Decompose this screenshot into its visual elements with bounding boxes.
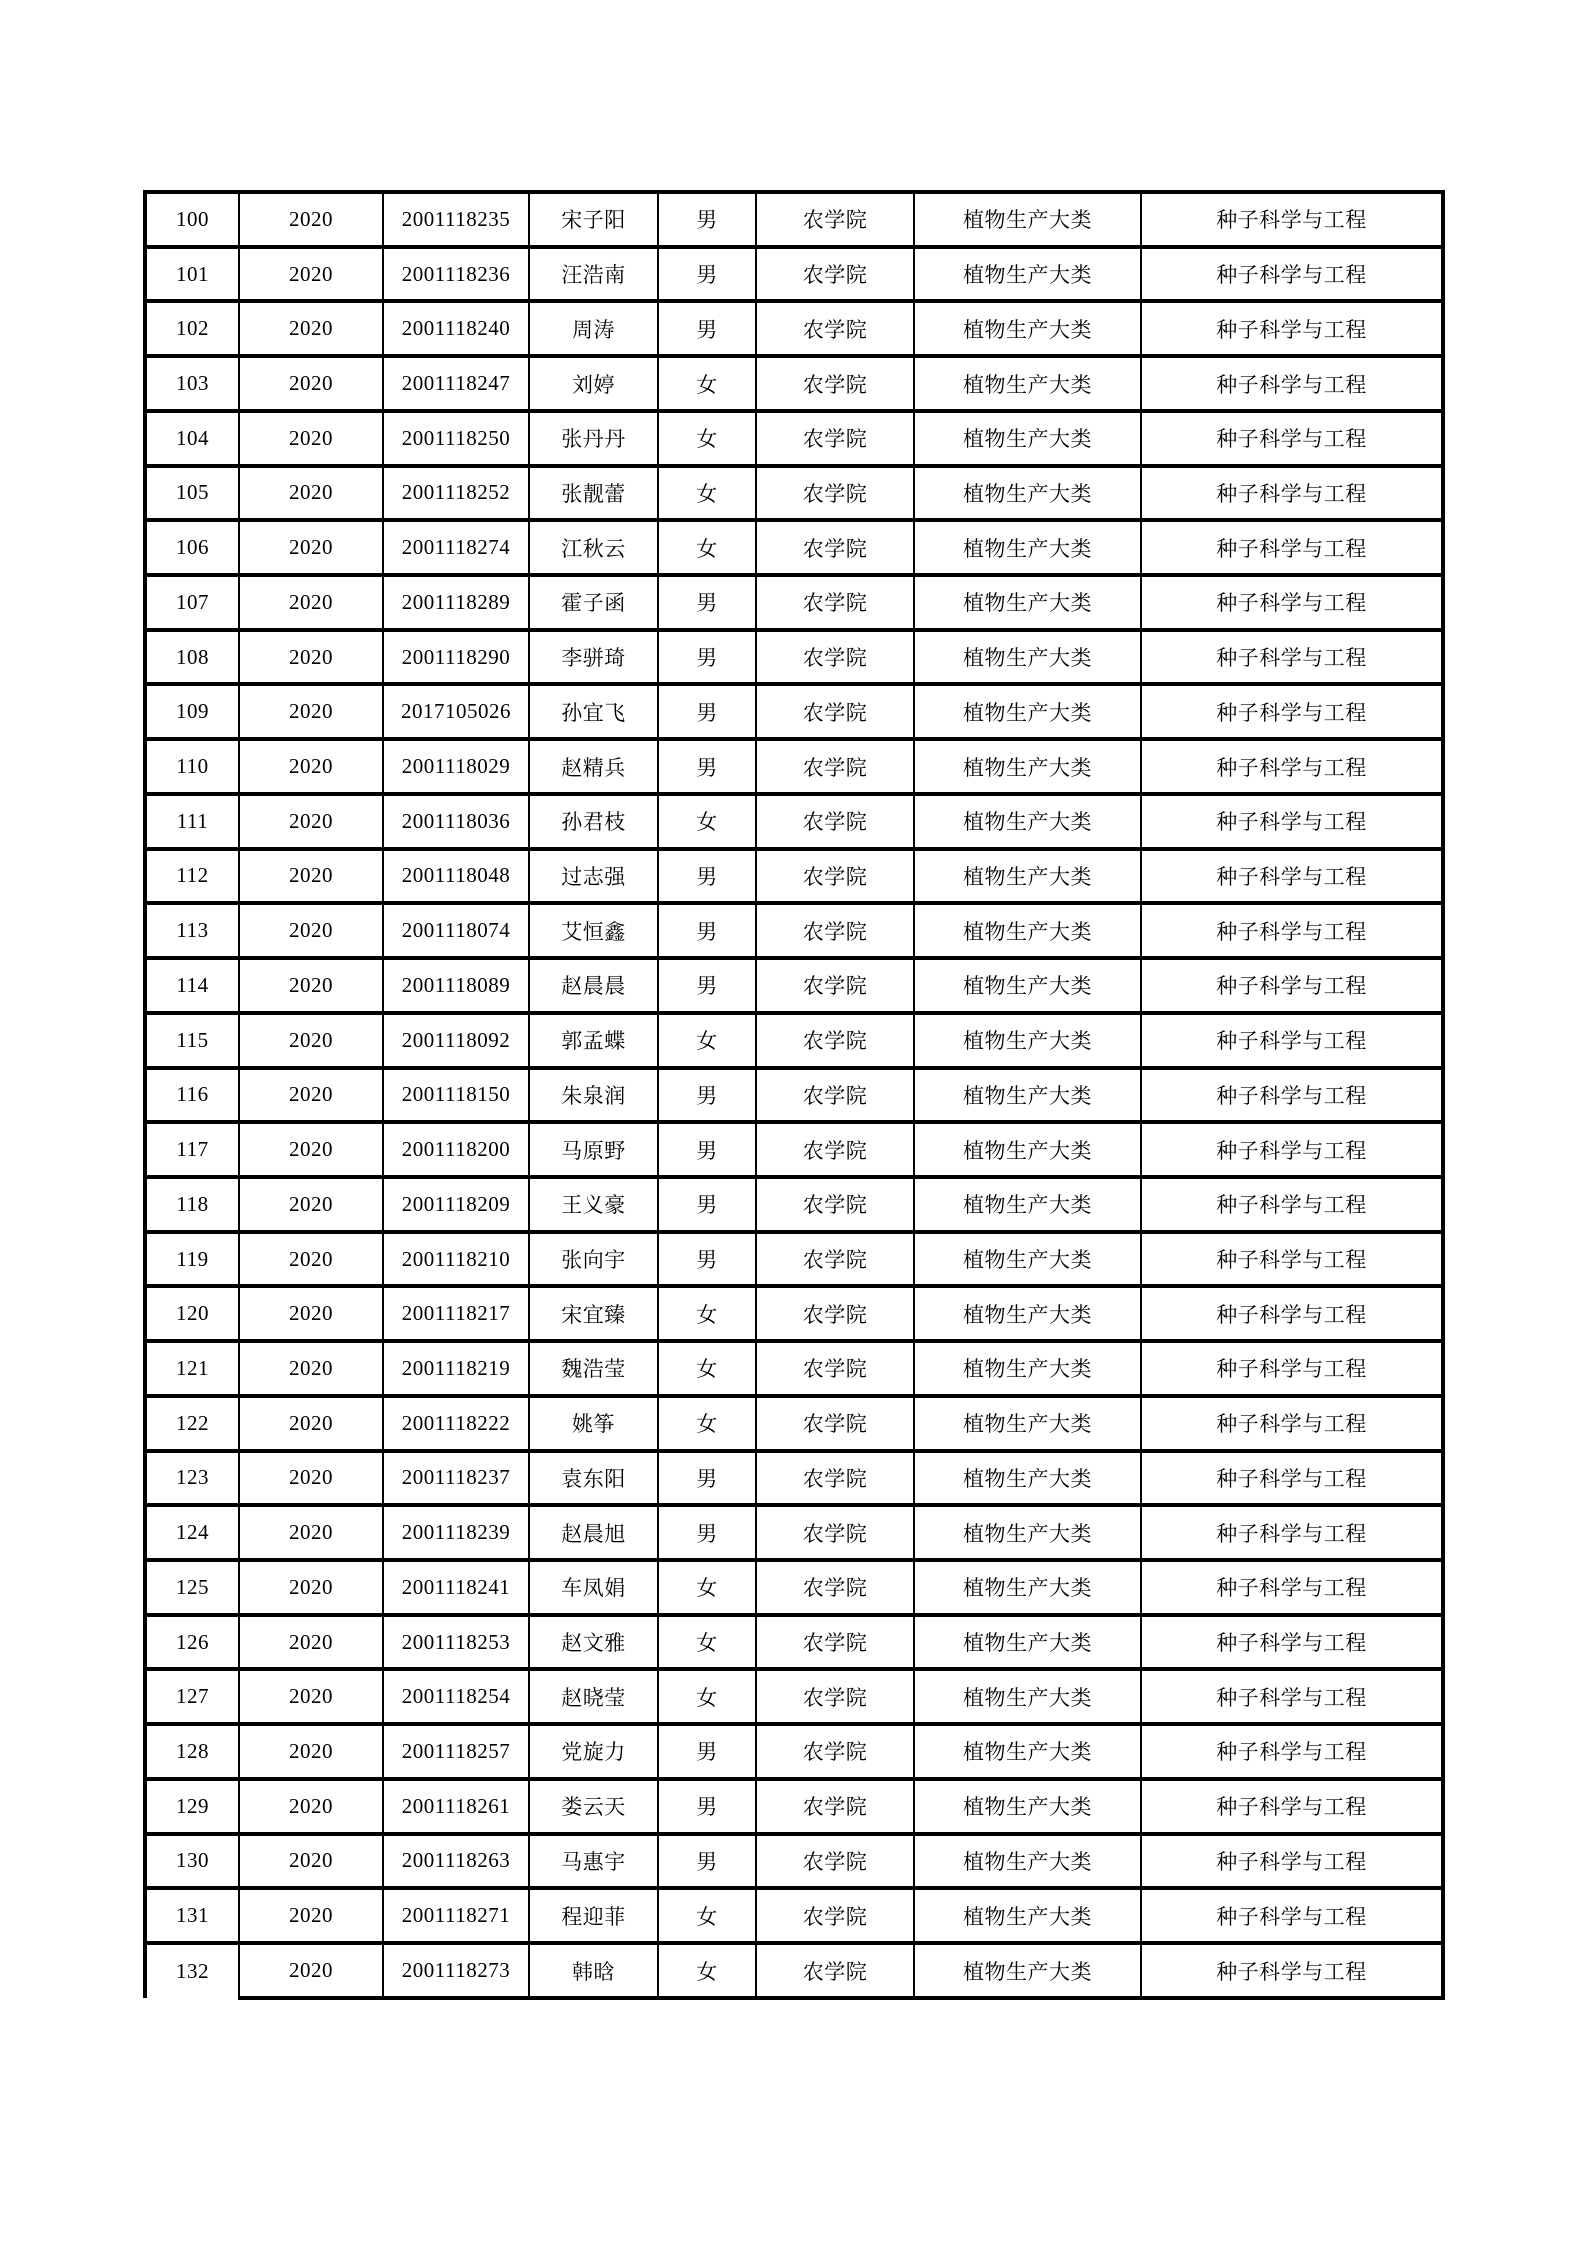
table-row [145,1013,1443,1068]
cell-row_number: 101 [145,247,239,302]
table-row [145,1505,1443,1560]
cell-major: 种子科学与工程 [1141,849,1443,904]
cell-major_category: 植物生产大类 [914,356,1141,411]
cell-student_id: 2001118247 [383,356,529,411]
cell-student_id: 2001118210 [383,1232,529,1287]
cell-major_category: 植物生产大类 [914,849,1141,904]
cell-name: 周涛 [529,301,658,356]
cell-college: 农学院 [756,739,914,794]
cell-name: 过志强 [529,849,658,904]
cell-major_category: 植物生产大类 [914,301,1141,356]
cell-row_number: 106 [145,520,239,575]
cell-gender: 男 [658,958,756,1013]
cell-college: 农学院 [756,1834,914,1889]
cell-college: 农学院 [756,903,914,958]
cell-major: 种子科学与工程 [1141,301,1443,356]
cell-student_id: 2001118217 [383,1286,529,1341]
cell-row_number: 103 [145,356,239,411]
cell-gender: 女 [658,794,756,849]
cell-major_category: 植物生产大类 [914,1232,1141,1287]
cell-major: 种子科学与工程 [1141,466,1443,521]
cell-gender: 女 [658,1943,756,1998]
cell-major: 种子科学与工程 [1141,958,1443,1013]
table-row [145,1669,1443,1724]
cell-major: 种子科学与工程 [1141,794,1443,849]
cell-name: 韩晗 [529,1943,658,1998]
cell-major: 种子科学与工程 [1141,1724,1443,1779]
cell-gender: 男 [658,1505,756,1560]
cell-gender: 男 [658,1724,756,1779]
cell-name: 郭孟蝶 [529,1013,658,1068]
cell-year: 2020 [239,1943,383,1998]
cell-name: 娄云天 [529,1779,658,1834]
table-row [145,520,1443,575]
cell-year: 2020 [239,794,383,849]
cell-student_id: 2017105026 [383,684,529,739]
cell-gender: 女 [658,1286,756,1341]
cell-row_number: 107 [145,575,239,630]
cell-name: 车凤娟 [529,1560,658,1615]
cell-student_id: 2001118261 [383,1779,529,1834]
cell-gender: 女 [658,1560,756,1615]
cell-major_category: 植物生产大类 [914,958,1141,1013]
cell-row_number: 114 [145,958,239,1013]
cell-major_category: 植物生产大类 [914,1943,1141,1998]
cell-major_category: 植物生产大类 [914,466,1141,521]
cell-major_category: 植物生产大类 [914,575,1141,630]
cell-year: 2020 [239,1779,383,1834]
cell-college: 农学院 [756,1122,914,1177]
cell-row_number: 113 [145,903,239,958]
cell-year: 2020 [239,1724,383,1779]
cell-row_number: 116 [145,1068,239,1123]
cell-major: 种子科学与工程 [1141,1888,1443,1943]
cell-college: 农学院 [756,1615,914,1670]
cell-row_number: 119 [145,1232,239,1287]
cell-major: 种子科学与工程 [1141,247,1443,302]
cell-name: 宋宜臻 [529,1286,658,1341]
cell-student_id: 2001118271 [383,1888,529,1943]
cell-major: 种子科学与工程 [1141,1396,1443,1451]
cell-student_id: 2001118236 [383,247,529,302]
cell-student_id: 2001118250 [383,411,529,466]
cell-row_number: 110 [145,739,239,794]
cell-major_category: 植物生产大类 [914,411,1141,466]
cell-year: 2020 [239,684,383,739]
cell-college: 农学院 [756,794,914,849]
cell-gender: 女 [658,1669,756,1724]
table-row [145,1724,1443,1779]
table-row [145,903,1443,958]
table-row [145,1779,1443,1834]
cell-student_id: 2001118240 [383,301,529,356]
cell-major: 种子科学与工程 [1141,411,1443,466]
table-row [145,466,1443,521]
cell-student_id: 2001118254 [383,1669,529,1724]
cell-year: 2020 [239,1615,383,1670]
cell-major_category: 植物生产大类 [914,1286,1141,1341]
table-row [145,1341,1443,1396]
cell-major: 种子科学与工程 [1141,739,1443,794]
cell-student_id: 2001118036 [383,794,529,849]
table-row [145,301,1443,356]
cell-gender: 女 [658,1341,756,1396]
cell-name: 刘婷 [529,356,658,411]
table-row [145,247,1443,302]
cell-gender: 男 [658,1834,756,1889]
table-row [145,849,1443,904]
table-row [145,684,1443,739]
cell-college: 农学院 [756,520,914,575]
table-row [145,1560,1443,1615]
cell-major: 种子科学与工程 [1141,1943,1443,1998]
cell-gender: 女 [658,356,756,411]
cell-name: 赵文雅 [529,1615,658,1670]
cell-major: 种子科学与工程 [1141,1834,1443,1889]
cell-college: 农学院 [756,575,914,630]
cell-year: 2020 [239,466,383,521]
cell-major: 种子科学与工程 [1141,1451,1443,1506]
cell-gender: 男 [658,684,756,739]
cell-major: 种子科学与工程 [1141,684,1443,739]
cell-student_id: 2001118150 [383,1068,529,1123]
cell-student_id: 2001118089 [383,958,529,1013]
cell-row_number: 108 [145,630,239,685]
cell-row_number: 126 [145,1615,239,1670]
cell-major_category: 植物生产大类 [914,192,1141,247]
cell-major_category: 植物生产大类 [914,1451,1141,1506]
cell-college: 农学院 [756,1560,914,1615]
cell-name: 张丹丹 [529,411,658,466]
cell-student_id: 2001118257 [383,1724,529,1779]
cell-college: 农学院 [756,1232,914,1287]
cell-year: 2020 [239,411,383,466]
cell-major_category: 植物生产大类 [914,1888,1141,1943]
cell-student_id: 2001118252 [383,466,529,521]
cell-gender: 女 [658,1013,756,1068]
cell-row_number: 127 [145,1669,239,1724]
cell-college: 农学院 [756,1013,914,1068]
table-row [145,1888,1443,1943]
cell-year: 2020 [239,301,383,356]
cell-major: 种子科学与工程 [1141,903,1443,958]
cell-major: 种子科学与工程 [1141,630,1443,685]
cell-year: 2020 [239,630,383,685]
cell-year: 2020 [239,1834,383,1889]
cell-year: 2020 [239,1451,383,1506]
cell-college: 农学院 [756,1177,914,1232]
cell-year: 2020 [239,356,383,411]
cell-major: 种子科学与工程 [1141,1286,1443,1341]
cell-row_number: 132 [145,1943,239,1998]
cell-name: 赵晨旭 [529,1505,658,1560]
table-row [145,1396,1443,1451]
cell-gender: 女 [658,466,756,521]
cell-row_number: 109 [145,684,239,739]
cell-year: 2020 [239,739,383,794]
cell-college: 农学院 [756,1943,914,1998]
cell-row_number: 131 [145,1888,239,1943]
cell-student_id: 2001118235 [383,192,529,247]
table-row [145,739,1443,794]
cell-name: 赵晨晨 [529,958,658,1013]
table-row [145,1943,1443,1998]
cell-name: 李骈琦 [529,630,658,685]
cell-name: 孙君枝 [529,794,658,849]
cell-college: 农学院 [756,192,914,247]
cell-gender: 男 [658,247,756,302]
cell-college: 农学院 [756,356,914,411]
cell-college: 农学院 [756,1888,914,1943]
cell-row_number: 117 [145,1122,239,1177]
cell-row_number: 112 [145,849,239,904]
table-row [145,794,1443,849]
cell-major_category: 植物生产大类 [914,903,1141,958]
cell-name: 江秋云 [529,520,658,575]
cell-major: 种子科学与工程 [1141,1068,1443,1123]
cell-name: 赵晓莹 [529,1669,658,1724]
cell-student_id: 2001118290 [383,630,529,685]
cell-student_id: 2001118219 [383,1341,529,1396]
cell-gender: 男 [658,575,756,630]
cell-college: 农学院 [756,411,914,466]
table-row [145,1068,1443,1123]
cell-college: 农学院 [756,1341,914,1396]
student-table-body [145,192,1443,1998]
table-row [145,1232,1443,1287]
cell-major: 种子科学与工程 [1141,1013,1443,1068]
cell-year: 2020 [239,958,383,1013]
cell-student_id: 2001118092 [383,1013,529,1068]
cell-student_id: 2001118274 [383,520,529,575]
cell-student_id: 2001118253 [383,1615,529,1670]
cell-name: 汪浩南 [529,247,658,302]
cell-major: 种子科学与工程 [1141,1669,1443,1724]
cell-name: 党旋力 [529,1724,658,1779]
cell-student_id: 2001118074 [383,903,529,958]
cell-student_id: 2001118263 [383,1834,529,1889]
cell-major_category: 植物生产大类 [914,1122,1141,1177]
cell-college: 农学院 [756,466,914,521]
cell-major_category: 植物生产大类 [914,1724,1141,1779]
cell-major_category: 植物生产大类 [914,794,1141,849]
cell-college: 农学院 [756,247,914,302]
cell-gender: 男 [658,739,756,794]
cell-gender: 男 [658,1451,756,1506]
cell-gender: 男 [658,1122,756,1177]
cell-college: 农学院 [756,958,914,1013]
cell-major: 种子科学与工程 [1141,1560,1443,1615]
cell-major: 种子科学与工程 [1141,356,1443,411]
cell-year: 2020 [239,1232,383,1287]
cell-row_number: 100 [145,192,239,247]
cell-name: 张靓蕾 [529,466,658,521]
cell-major_category: 植物生产大类 [914,1396,1141,1451]
table-row [145,192,1443,247]
cell-gender: 女 [658,1615,756,1670]
cell-major: 种子科学与工程 [1141,1615,1443,1670]
cell-row_number: 104 [145,411,239,466]
cell-name: 艾恒鑫 [529,903,658,958]
cell-college: 农学院 [756,1724,914,1779]
cell-name: 张向宇 [529,1232,658,1287]
cell-student_id: 2001118048 [383,849,529,904]
cell-gender: 男 [658,1779,756,1834]
cell-gender: 女 [658,1396,756,1451]
cell-major: 种子科学与工程 [1141,1232,1443,1287]
cell-year: 2020 [239,1122,383,1177]
cell-college: 农学院 [756,301,914,356]
cell-student_id: 2001118289 [383,575,529,630]
cell-major: 种子科学与工程 [1141,575,1443,630]
table-row [145,411,1443,466]
cell-gender: 男 [658,849,756,904]
cell-row_number: 123 [145,1451,239,1506]
table-row [145,630,1443,685]
cell-major: 种子科学与工程 [1141,1177,1443,1232]
cell-year: 2020 [239,1888,383,1943]
cell-student_id: 2001118029 [383,739,529,794]
cell-major_category: 植物生产大类 [914,1834,1141,1889]
cell-row_number: 130 [145,1834,239,1889]
cell-student_id: 2001118222 [383,1396,529,1451]
cell-major: 种子科学与工程 [1141,1122,1443,1177]
cell-gender: 男 [658,1232,756,1287]
cell-year: 2020 [239,1669,383,1724]
cell-row_number: 105 [145,466,239,521]
cell-row_number: 122 [145,1396,239,1451]
cell-student_id: 2001118209 [383,1177,529,1232]
cell-gender: 男 [658,1177,756,1232]
cell-major_category: 植物生产大类 [914,1341,1141,1396]
cell-year: 2020 [239,1286,383,1341]
cell-row_number: 129 [145,1779,239,1834]
cell-name: 袁东阳 [529,1451,658,1506]
cell-year: 2020 [239,192,383,247]
cell-college: 农学院 [756,1396,914,1451]
cell-name: 宋子阳 [529,192,658,247]
cell-major_category: 植物生产大类 [914,520,1141,575]
table-row [145,1451,1443,1506]
cell-name: 马原野 [529,1122,658,1177]
cell-year: 2020 [239,575,383,630]
table-row [145,1286,1443,1341]
cell-major: 种子科学与工程 [1141,1341,1443,1396]
cell-year: 2020 [239,1177,383,1232]
cell-major_category: 植物生产大类 [914,1669,1141,1724]
cell-year: 2020 [239,1396,383,1451]
cell-student_id: 2001118239 [383,1505,529,1560]
cell-gender: 男 [658,1068,756,1123]
cell-student_id: 2001118200 [383,1122,529,1177]
cell-row_number: 102 [145,301,239,356]
cell-year: 2020 [239,903,383,958]
cell-college: 农学院 [756,1669,914,1724]
table-row [145,575,1443,630]
cell-major_category: 植物生产大类 [914,1068,1141,1123]
cell-name: 王义豪 [529,1177,658,1232]
cell-major: 种子科学与工程 [1141,1505,1443,1560]
cell-gender: 男 [658,192,756,247]
cell-year: 2020 [239,520,383,575]
cell-row_number: 128 [145,1724,239,1779]
cell-college: 农学院 [756,1779,914,1834]
cell-row_number: 125 [145,1560,239,1615]
cell-name: 朱泉润 [529,1068,658,1123]
table-row [145,1122,1443,1177]
cell-college: 农学院 [756,1068,914,1123]
cell-college: 农学院 [756,630,914,685]
cell-gender: 女 [658,1888,756,1943]
cell-major: 种子科学与工程 [1141,1779,1443,1834]
cell-name: 赵精兵 [529,739,658,794]
cell-name: 孙宜飞 [529,684,658,739]
cell-college: 农学院 [756,1505,914,1560]
cell-major_category: 植物生产大类 [914,1177,1141,1232]
table-row [145,356,1443,411]
cell-student_id: 2001118273 [383,1943,529,1998]
cell-major: 种子科学与工程 [1141,192,1443,247]
cell-gender: 男 [658,301,756,356]
cell-row_number: 120 [145,1286,239,1341]
table-row [145,1615,1443,1670]
cell-major_category: 植物生产大类 [914,630,1141,685]
cell-major_category: 植物生产大类 [914,1013,1141,1068]
table-row [145,1177,1443,1232]
cell-name: 姚筝 [529,1396,658,1451]
cell-college: 农学院 [756,1451,914,1506]
cell-gender: 女 [658,411,756,466]
cell-college: 农学院 [756,684,914,739]
cell-college: 农学院 [756,849,914,904]
cell-major: 种子科学与工程 [1141,520,1443,575]
cell-major_category: 植物生产大类 [914,1615,1141,1670]
cell-row_number: 115 [145,1013,239,1068]
cell-name: 魏浩莹 [529,1341,658,1396]
cell-gender: 男 [658,903,756,958]
cell-student_id: 2001118241 [383,1560,529,1615]
student-roster-table [143,190,1445,2000]
table-row [145,958,1443,1013]
cell-row_number: 111 [145,794,239,849]
table-row [145,1834,1443,1889]
cell-year: 2020 [239,247,383,302]
cell-name: 马惠宇 [529,1834,658,1889]
cell-gender: 男 [658,630,756,685]
cell-year: 2020 [239,1068,383,1123]
cell-name: 霍子函 [529,575,658,630]
cell-college: 农学院 [756,1286,914,1341]
cell-student_id: 2001118237 [383,1451,529,1506]
cell-name: 程迎菲 [529,1888,658,1943]
cell-major_category: 植物生产大类 [914,247,1141,302]
cell-major_category: 植物生产大类 [914,1779,1141,1834]
cell-year: 2020 [239,1505,383,1560]
cell-row_number: 118 [145,1177,239,1232]
cell-year: 2020 [239,1013,383,1068]
cell-major_category: 植物生产大类 [914,684,1141,739]
cell-major_category: 植物生产大类 [914,1505,1141,1560]
cell-row_number: 124 [145,1505,239,1560]
cell-major_category: 植物生产大类 [914,1560,1141,1615]
cell-gender: 女 [658,520,756,575]
cell-year: 2020 [239,1341,383,1396]
cell-major_category: 植物生产大类 [914,739,1141,794]
cell-year: 2020 [239,1560,383,1615]
cell-row_number: 121 [145,1341,239,1396]
cell-year: 2020 [239,849,383,904]
